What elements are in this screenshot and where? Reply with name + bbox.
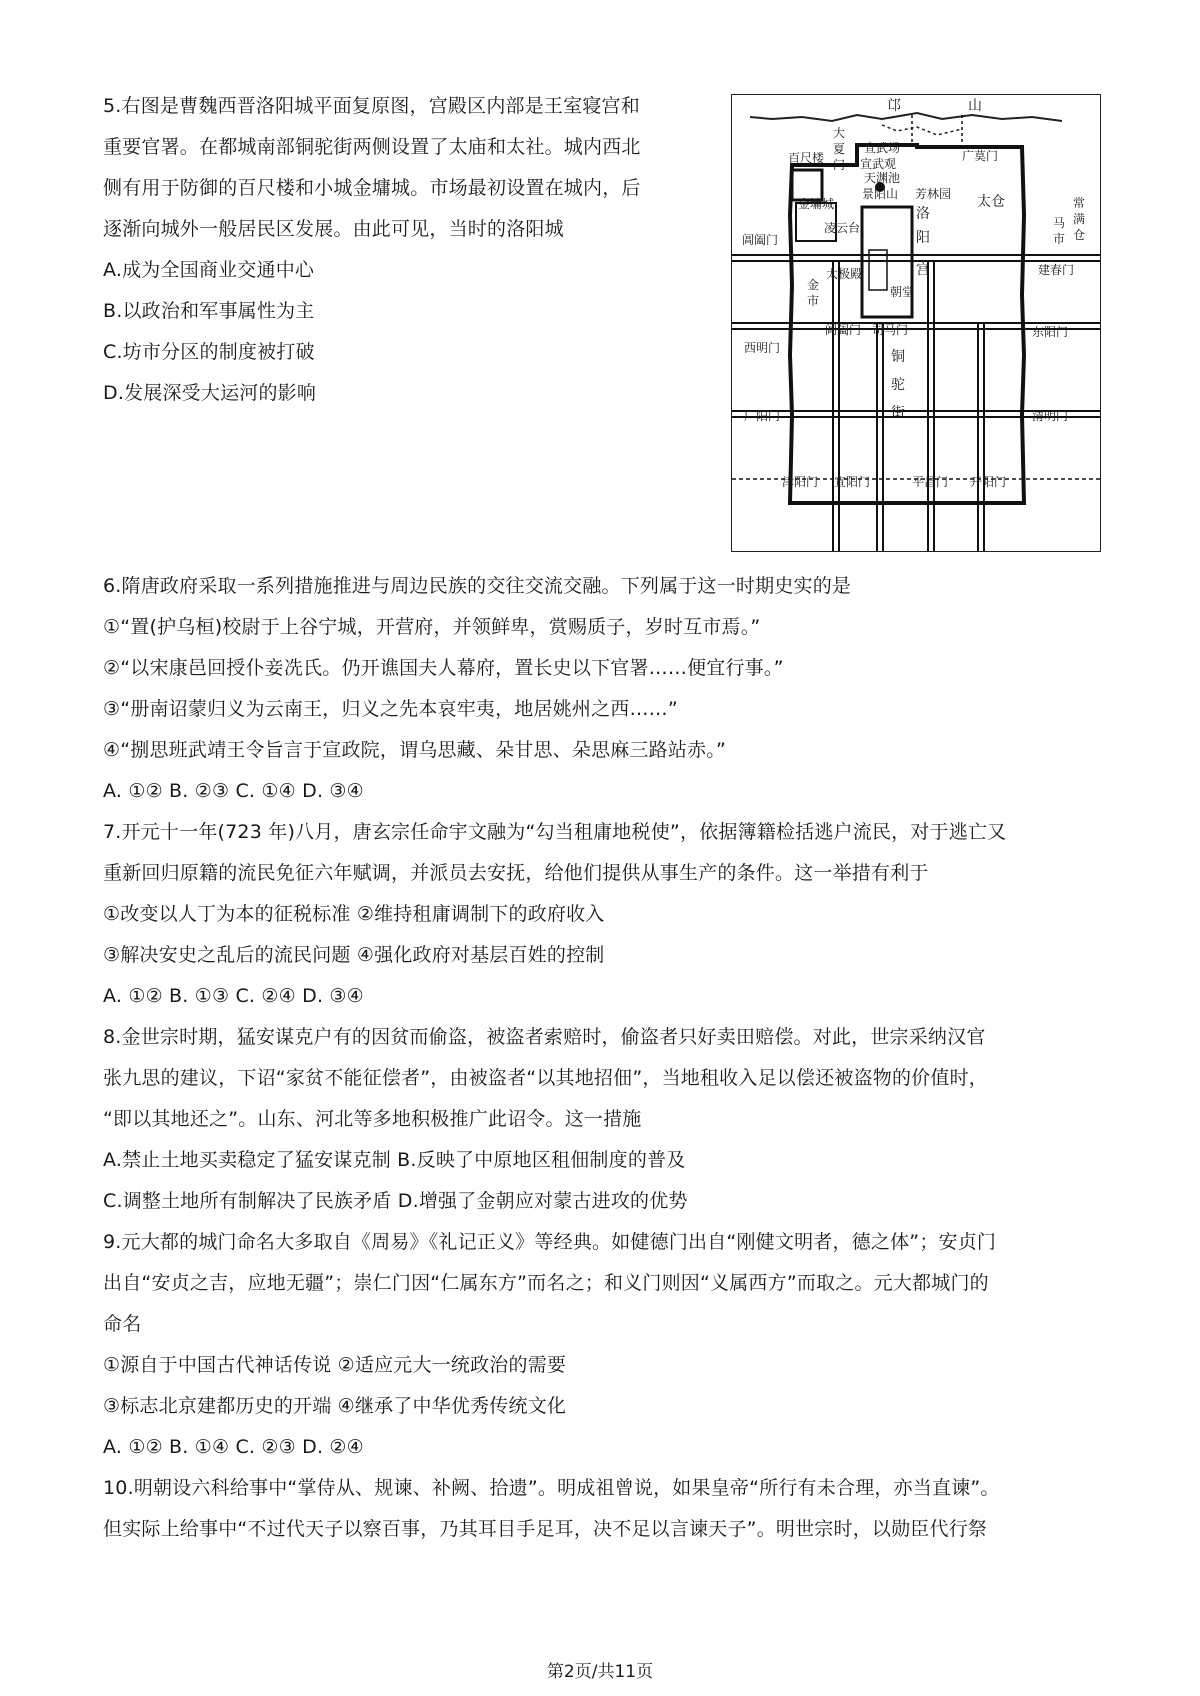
map-label-dongyangmen: 东阳门 (1032, 325, 1069, 339)
question-9-items: ③标志北京建都历史的开端 ④继承了中华优秀传统文化 (103, 1395, 567, 1417)
map-label-changhemen-2: 阊阖门 (825, 323, 862, 337)
map-label-kaiyangmen: 开阳门 (970, 475, 1007, 489)
map-label-taicang: 太仓 (977, 194, 1005, 210)
question-10-stem-line: 但实际上给事中“不过代天子以察百事，乃其耳目手足耳，决不足以言谏天子”。明世宗时，以勋臣代行祭 (103, 1518, 988, 1540)
map-label-gong: 宫 (916, 262, 930, 278)
map-label-jinyangmen: 津阳门 (782, 475, 819, 489)
map-label-fanglinyuan: 芳林园 (915, 187, 952, 201)
map-label-changhemen: 阊阖门 (742, 233, 779, 247)
map-label-xuanyangmen: 宣阳门 (834, 475, 871, 489)
map-label-baichilou: 百尺楼 (788, 151, 825, 165)
map-label-jinshi: 金市 (806, 278, 819, 308)
question-9-stem-line: 命名 (103, 1313, 142, 1335)
map-label-pingchangmen: 平昌门 (912, 475, 949, 489)
map-label-mang: 邙 (887, 98, 901, 114)
map-label-qingmingmen: 清明门 (1032, 409, 1069, 423)
question-7-stem-line: 重新回归原籍的流民免征六年赋调，并派员去安抚，给他们提供从事生产的条件。这一举措有利于 (103, 862, 929, 884)
question-9-options: A. ①② B. ①④ C. ②③ D. ②④ (103, 1436, 364, 1458)
map-label-lingyuntai: 凌云台 (824, 221, 861, 235)
map-label-mashi: 马市 (1052, 216, 1065, 246)
question-7-stem-line: 7.开元十一年(723 年)八月，唐玄宗任命宇文融为“勾当租庸地税使”，依据簿籍检括逃户流民，对于逃亡又 (103, 821, 1007, 843)
luoyang-city-map (731, 94, 1101, 552)
question-5-stem-line: 5.右图是曹魏西晋洛阳城平面复原图，宫殿区内部是王室寝宫和 (103, 95, 640, 117)
map-label-zhaotang: 朝堂 (890, 285, 915, 299)
map-label-jianchunmen: 建春门 (1038, 263, 1075, 277)
question-5-option-c: C.坊市分区的制度被打破 (103, 341, 315, 363)
map-label-luo: 洛 (916, 206, 930, 222)
map-label-yang: 阳 (916, 230, 930, 246)
question-9-items: ①源自于中国古代神话传说 ②适应元大一统政治的需要 (103, 1354, 567, 1376)
question-5-option-a: A.成为全国商业交通中心 (103, 259, 315, 281)
question-8-stem-line: “即以其地还之”。山东、河北等多地积极推广此诏令。这一措施 (103, 1108, 642, 1130)
question-5-stem-line: 重要官署。在都城南部铜驼街两侧设置了太庙和太社。城内西北 (103, 136, 641, 158)
question-6-item-3: ③“册南诏蒙归义为云南王，归义之先本哀牢夷，地居姚州之西……” (103, 698, 678, 720)
map-label-xuanwuguan: 宣武观 (860, 157, 897, 171)
question-7-options: A. ①② B. ①③ C. ②④ D. ③④ (103, 985, 364, 1007)
question-6-item-2: ②“以宋康邑回授仆妾冼氏。仍开谯国夫人幕府，置长史以下官署……便宜行事。” (103, 657, 784, 679)
question-6-options: A. ①② B. ②③ C. ①④ D. ③④ (103, 780, 364, 802)
map-label-tongtuojie: 铜驼街 (891, 349, 905, 421)
map-label-xuanwuchang: 宣武场 (864, 141, 901, 155)
map-label-shan: 山 (968, 98, 982, 114)
question-8-options-cd: C.调整土地所有制解决了民族矛盾 D.增强了金朝应对蒙古进攻的优势 (103, 1190, 688, 1212)
question-8-stem-line: 张九思的建议，下诏“家贫不能征偿者”，由被盗者“以其地招佃”，当地租收入足以偿还被盗物的价值时， (103, 1067, 988, 1089)
map-label-jinyongcheng: 金墉城 (798, 197, 835, 211)
map-label-taijidian: 太极殿 (826, 267, 863, 281)
question-10-stem-line: 10.明朝设六科给事中“掌侍从、规谏、补阙、拾遗”。明成祖曾说，如果皇帝“所行有未合理，亦当直谏”。 (103, 1477, 1000, 1499)
question-5-option-d: D.发展深受大运河的影响 (103, 382, 317, 404)
question-5-option-b: B.以政治和军事属性为主 (103, 300, 315, 322)
map-label-guangmomen: 广莫门 (962, 149, 999, 163)
question-6-stem: 6.隋唐政府采取一系列措施推进与周边民族的交往交流交融。下列属于这一时期史实的是 (103, 575, 852, 597)
question-5-stem-line: 侧有用于防御的百尺楼和小城金墉城。市场最初设置在城内，后 (103, 177, 641, 199)
question-7-items: ③解决安史之乱后的流民问题 ④强化政府对基层百姓的控制 (103, 944, 605, 966)
question-5-stem-line: 逐渐向城外一般居民区发展。由此可见，当时的洛阳城 (103, 218, 564, 240)
map-label-guangyangmen: 广阳门 (744, 409, 781, 423)
question-6-item-1: ①“置(护乌桓)校尉于上谷宁城，开营府，并领鲜卑，赏赐质子，岁时互市焉。” (103, 616, 761, 638)
question-6-item-4: ④“捌思班武靖王令旨言于宣政院，谓乌思藏、朵甘思、朵思麻三路站赤。” (103, 739, 727, 761)
map-label-daxiamen: 大夏门 (832, 126, 845, 172)
question-8-options-ab: A.禁止土地买卖稳定了猛安谋克制 B.反映了中原地区租佃制度的普及 (103, 1149, 686, 1171)
map-label-ximingmen: 西明门 (744, 341, 781, 355)
question-9-stem-line: 9.元大都的城门命名大多取自《周易》《礼记正义》等经典。如健德门出自“刚健文明者，德之体”；安贞门 (103, 1231, 997, 1253)
map-label-simamen: 司马门 (872, 323, 909, 337)
question-9-stem-line: 出自“安贞之吉，应地无疆”；崇仁门因“仁属东方”而名之；和义门则因“义属西方”而取之。元大都城门的 (103, 1272, 989, 1294)
map-label-jingyangshan: 景阳山 (862, 187, 899, 201)
map-label-changman: 常满仓 (1072, 196, 1085, 242)
question-7-items: ①改变以人丁为本的征税标准 ②维持租庸调制下的政府收入 (103, 903, 605, 925)
page-number-footer: 第2页/共11页 (546, 1662, 654, 1682)
question-8-stem-line: 8.金世宗时期，猛安谋克户有的因贫而偷盗，被盗者索赔时，偷盗者只好卖田赔偿。对此，世宗采纳汉官 (103, 1026, 986, 1048)
map-label-tianyuanchi: 天渊池 (864, 171, 901, 185)
